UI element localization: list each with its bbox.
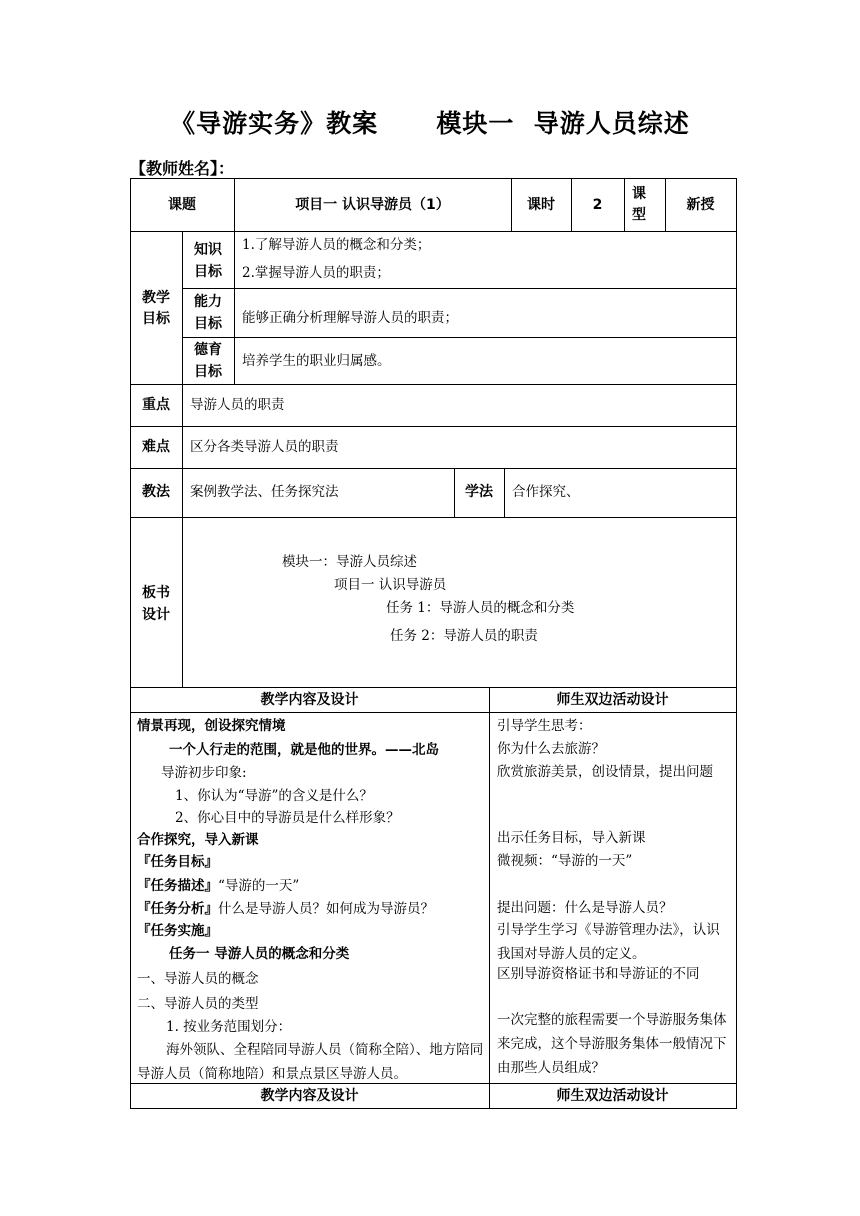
col-divider — [234, 231, 235, 384]
activity-line: 区别导游资格证书和导游证的不同 — [497, 966, 700, 982]
activity-line: 提出问题：什么是导游人员？ — [497, 900, 673, 916]
section-heading-scenario: 情景再现，创设探究情境 — [137, 718, 286, 734]
table-border-top — [130, 178, 737, 179]
activity-line: 你为什么去旅游？ — [497, 741, 605, 757]
activity-line: 出示任务目标，导入新课 — [497, 830, 646, 846]
section-heading-explore: 合作探究，导入新课 — [137, 832, 259, 848]
activity-line: 欣赏旅游美景，创设情景，提出问题 — [497, 764, 713, 780]
question-2: 2、你心目中的导游员是什么样形象？ — [175, 810, 400, 826]
content-design-header-repeat: 教学内容及设计 — [260, 1088, 359, 1104]
col-divider — [624, 178, 625, 231]
task-analysis — [137, 897, 434, 921]
board-line-2: 项目一 认识导游员 — [334, 577, 447, 593]
knowledge-label-line2: 目标 — [194, 264, 222, 280]
learning-method-text: 合作探究、 — [512, 484, 580, 500]
knowledge-objective-text — [242, 233, 430, 285]
board-line-4: 任务 2：导游人员的职责 — [390, 628, 538, 644]
document-title: 《导游实务》教案 模块一 导游人员综述 — [170, 109, 690, 138]
lesson-type-label-line1: 课 — [632, 186, 646, 202]
task-description — [137, 874, 299, 898]
knowledge-line: 1.了解导游人员的概念和分类； — [242, 237, 431, 253]
topic-label: 课题 — [168, 197, 196, 213]
row-divider — [130, 517, 737, 518]
board-line-1: 模块一：导游人员综述 — [282, 554, 417, 570]
task-implementation-label: 『任务实施』 — [137, 923, 218, 939]
task1-heading: 任务一 导游人员的概念和分类 — [169, 946, 350, 962]
question-1: 1、你认为“导游”的含义是什么？ — [175, 788, 373, 804]
ability-objective-label — [182, 291, 234, 335]
task-goal-label: 『任务目标』 — [137, 854, 218, 870]
type-paragraph: 海外领队、全程陪同导游人员（简称全陪）、地方陪同导游人员（简称地陪）和景点景区导游人员。 — [137, 1042, 484, 1082]
moral-objective-text: 培养学生的职业归属感。 — [242, 353, 391, 369]
row-divider — [182, 337, 737, 338]
key-point-label: 重点 — [142, 397, 170, 413]
activity-line: 引导学生学习《导游管理办法》，认识我国对导游人员的定义。 — [497, 922, 720, 962]
lesson-type-label — [632, 184, 646, 226]
row-divider — [130, 712, 737, 713]
table-border-right — [736, 178, 737, 1108]
ability-label-line1: 能力 — [194, 294, 222, 310]
col-divider — [504, 468, 505, 517]
task-description-text: “导游的一天” — [218, 878, 300, 894]
ability-objective-text: 能够正确分析理解导游人员的职责； — [242, 310, 458, 326]
content-design-header: 教学内容及设计 — [260, 692, 359, 708]
objectives-label-line2: 目标 — [142, 311, 170, 327]
table-border-bottom — [130, 1108, 737, 1109]
row-divider — [182, 288, 737, 289]
col-divider — [489, 687, 490, 1108]
activity-design-header: 师生双边活动设计 — [556, 692, 669, 708]
board-line-3: 任务 1：导游人员的概念和分类 — [386, 600, 575, 616]
ability-label-line2: 目标 — [194, 316, 222, 332]
activity-design-header-repeat: 师生双边活动设计 — [556, 1088, 669, 1104]
quote-text: 一个人行走的范围，就是他的世界。——北岛 — [169, 742, 439, 758]
board-label-line2: 设计 — [142, 607, 170, 623]
board-label-line1: 板书 — [142, 585, 170, 601]
task-description-label: 『任务描述』 — [137, 878, 218, 894]
row-divider — [130, 426, 737, 427]
learning-method-label: 学法 — [465, 484, 493, 500]
hours-value: 2 — [592, 197, 603, 213]
row-divider — [130, 231, 737, 232]
key-point-text: 导游人员的职责 — [190, 397, 285, 413]
knowledge-objective-label — [182, 239, 234, 283]
knowledge-label-line1: 知识 — [194, 242, 222, 258]
impression-text: 导游初步印象: — [161, 765, 247, 781]
concept-item: 一、导游人员的概念 — [137, 971, 259, 987]
moral-objective-label — [182, 339, 234, 383]
difficulty-text: 区分各类导游人员的职责 — [190, 439, 339, 455]
topic-value: 项目一 认识导游员（1） — [295, 197, 450, 213]
activity-line: 一次完整的旅程需要一个导游服务集体来完成，这个导游服务集体一般情况下由那些人员组成？ — [497, 1012, 727, 1076]
lesson-type-label-line2: 型 — [632, 207, 646, 223]
board-design-label — [130, 582, 182, 626]
type-subitem: 1. 按业务范围划分： — [166, 1019, 292, 1035]
row-divider — [130, 384, 737, 385]
teaching-method-label: 教法 — [142, 484, 170, 500]
activity-line: 引导学生思考： — [497, 718, 592, 734]
knowledge-line: 2.掌握导游人员的职责； — [242, 265, 390, 281]
row-divider — [130, 468, 737, 469]
difficulty-label: 难点 — [142, 439, 170, 455]
type-item: 二、导游人员的类型 — [137, 996, 259, 1012]
hours-label: 课时 — [527, 197, 555, 213]
row-divider — [130, 687, 737, 688]
teacher-name-label: 【教师姓名】： — [130, 159, 235, 178]
lesson-type-value: 新授 — [686, 197, 715, 213]
teaching-method-text: 案例教学法、任务探究法 — [190, 484, 339, 500]
moral-label-line2: 目标 — [194, 364, 222, 380]
objectives-label — [130, 288, 182, 330]
task-analysis-text: 什么是导游人员？如何成为导游员？ — [218, 901, 434, 917]
objectives-label-line1: 教学 — [142, 290, 170, 306]
activity-line: 微视频：“导游的一天” — [497, 853, 633, 869]
moral-label-line1: 德育 — [194, 342, 222, 358]
task-analysis-label: 『任务分析』 — [137, 901, 218, 917]
